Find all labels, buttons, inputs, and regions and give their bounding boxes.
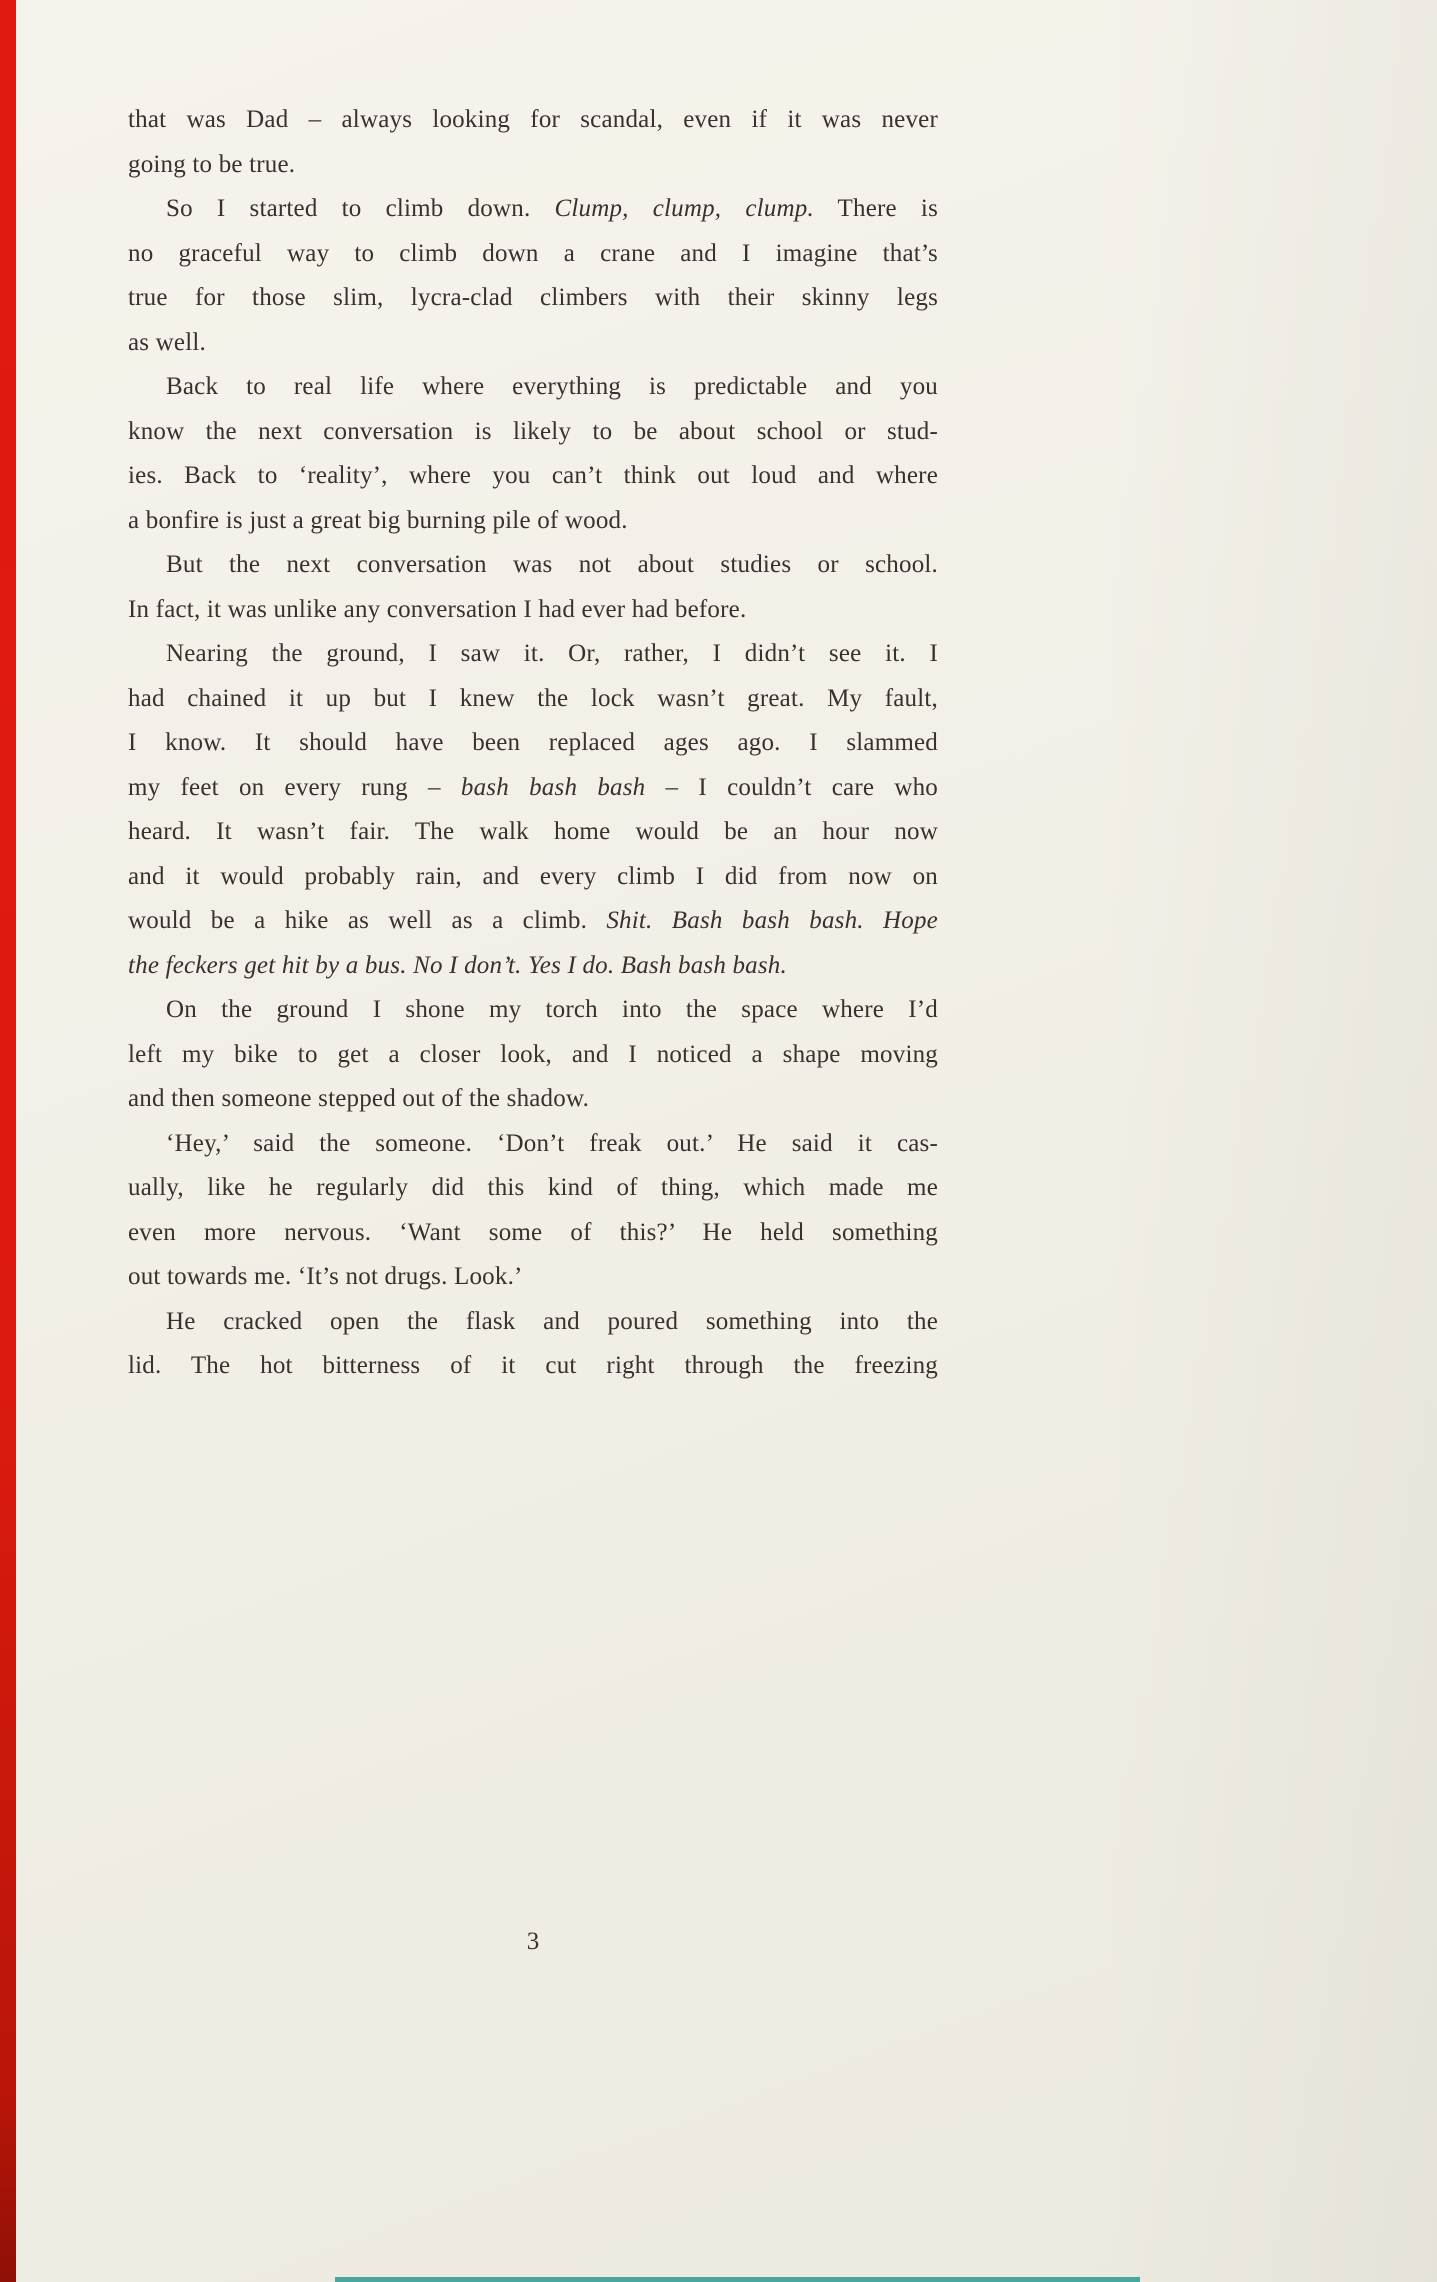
text-segment: On the ground I shone my torch into the space where I’d bbox=[166, 996, 938, 1023]
text-line bbox=[128, 855, 938, 900]
text-line bbox=[128, 1344, 938, 1389]
italic-text-segment: bash bash bash bbox=[460, 773, 646, 801]
text-line bbox=[128, 187, 938, 232]
text-segment: I know. It should have been replaced ages ago. I slammed bbox=[128, 729, 938, 756]
text-line bbox=[128, 98, 938, 143]
text-line bbox=[128, 1077, 938, 1122]
text-segment: ies. Back to ‘reality’, where you can’t think out loud and where bbox=[128, 462, 938, 489]
text-line bbox=[128, 899, 938, 944]
text-line bbox=[128, 232, 938, 277]
text-line bbox=[128, 721, 938, 766]
text-segment: that was Dad – always looking for scandal, even if it was never bbox=[128, 106, 938, 133]
text-segment: my feet on every rung – bbox=[128, 773, 461, 801]
text-segment: In fact, it was unlike any conversation I had ever had before. bbox=[128, 595, 747, 623]
text-line bbox=[128, 1211, 938, 1256]
text-line bbox=[128, 365, 938, 410]
text-segment: know the next conversation is likely to be about school or stud- bbox=[128, 417, 938, 445]
text-segment: as well. bbox=[128, 328, 206, 356]
spine-red-strip bbox=[0, 0, 16, 2282]
text-line bbox=[128, 1166, 938, 1211]
text-line bbox=[128, 677, 938, 722]
text-line bbox=[128, 766, 938, 811]
text-line bbox=[128, 810, 938, 855]
text-line bbox=[128, 321, 938, 366]
text-line bbox=[128, 632, 938, 677]
text-line bbox=[128, 988, 938, 1033]
text-segment: going to be true. bbox=[128, 150, 296, 178]
text-line bbox=[128, 454, 938, 499]
bottom-edge-line bbox=[335, 2277, 1140, 2282]
text-line bbox=[128, 143, 938, 188]
text-line bbox=[128, 276, 938, 321]
text-segment: ‘Hey,’ said the someone. ‘Don’t freak out.’ He said it cas- bbox=[166, 1129, 938, 1157]
text-segment: a bonfire is just a great big burning pile of wood. bbox=[128, 506, 628, 534]
text-segment: Back to real life where everything is predictable and you bbox=[166, 373, 938, 400]
text-line bbox=[128, 499, 938, 544]
text-segment: So I started to climb down. bbox=[166, 195, 555, 222]
text-segment: But the next conversation was not about studies or school. bbox=[166, 551, 938, 578]
text-segment: and then someone stepped out of the shadow. bbox=[128, 1085, 590, 1112]
text-segment: There is bbox=[813, 195, 938, 222]
text-segment: and it would probably rain, and every climb I did from now on bbox=[128, 862, 938, 890]
italic-text-segment: Shit. Bash bash bash. Hope bbox=[606, 907, 938, 934]
text-segment: ually, like he regularly did this kind of thing, which made me bbox=[128, 1174, 938, 1201]
text-segment: Nearing the ground, I saw it. Or, rather, I didn’t see it. I bbox=[166, 640, 938, 667]
text-segment: no graceful way to climb down a crane and I imagine that’s bbox=[128, 239, 938, 267]
italic-text-segment: Clump, clump, clump. bbox=[554, 195, 814, 222]
text-line bbox=[128, 1033, 938, 1078]
scan-shadow bbox=[1097, 0, 1437, 2282]
text-line bbox=[128, 944, 938, 989]
text-line bbox=[128, 1122, 938, 1167]
text-line bbox=[128, 410, 938, 455]
text-block bbox=[128, 98, 938, 1389]
text-segment: out towards me. ‘It’s not drugs. Look.’ bbox=[128, 1263, 523, 1290]
text-line bbox=[128, 588, 938, 633]
text-segment: even more nervous. ‘Want some of this?’ He held something bbox=[128, 1218, 938, 1246]
text-segment: – I couldn’t care who bbox=[645, 773, 938, 801]
text-segment: He cracked open the flask and poured something into the bbox=[166, 1307, 938, 1335]
text-segment: lid. The hot bitterness of it cut right through the freezing bbox=[128, 1352, 938, 1379]
italic-text-segment: the feckers get hit by a bus. No I don’t. Yes I do. Bash bash bash. bbox=[128, 951, 787, 979]
text-segment: had chained it up but I knew the lock wasn’t great. My fault, bbox=[128, 684, 938, 712]
page-number: 3 bbox=[526, 1928, 540, 1955]
text-line bbox=[128, 1300, 938, 1345]
text-segment: heard. It wasn’t fair. The walk home would be an hour now bbox=[128, 818, 938, 845]
text-line bbox=[128, 1255, 938, 1300]
text-segment: true for those slim, lycra-clad climbers with their skinny legs bbox=[128, 284, 938, 311]
text-segment: left my bike to get a closer look, and I noticed a shape moving bbox=[128, 1040, 938, 1068]
text-segment: would be a hike as well as a climb. bbox=[128, 907, 607, 934]
text-line bbox=[128, 543, 938, 588]
